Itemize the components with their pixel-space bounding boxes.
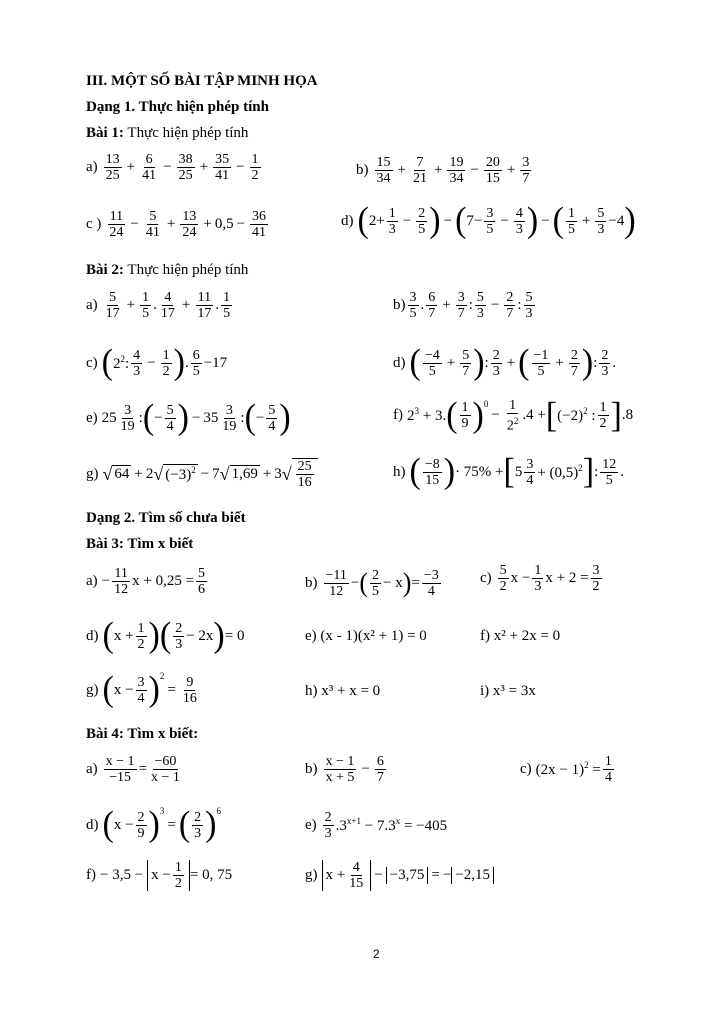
bai2-label: Bài 2: [86,262,124,278]
bai2-heading [86,262,248,279]
section-title: III. MỘT SỐ BÀI TẬP MINH HỌA [86,73,318,89]
bai3-b: b) −11 12 − ( 2 5 − x ) = $\frac{-3}{4}$ [305,567,439,599]
bai2-b: b) 3 5 . 6 7 + $\frac{3}{7}$ : 5 3 − $\frac{2}{7}$ : 5 3 [393,290,533,321]
bai3-a: a) − $\frac{11}{12}$ x + 0,25 = $\frac{5}{6}$ [86,566,206,597]
bai1-a: a) 13 25 + $\frac{6}{41}$ − $\frac{38}{25}$ + $\frac{35}{41}$ − $\frac{1}{2}$ [86,152,259,183]
page-number: 2 [373,947,380,961]
bai4-d: d) ( x − $\frac{2}{9}$ ) $^3$ = ( 2 3 ) $^6$ [86,805,221,844]
bai3-e: e) (x - 1)(x² + 1) = 0 [305,628,427,644]
bai2-text: Thực hiện phép tính [123,262,249,278]
bai3-i: i) x³ = 3x [480,683,536,699]
bai3-heading: Bài 3: Tìm x biết [86,536,194,552]
bai2-d: d) ( −4 5 + $\frac{5}{7}$ ) : 2 3 + ( −1 5 + $\frac{2}{7}$ ) : 2 3 . [393,343,617,382]
bai2-c: c) ( $2^2$: 4 3 − $\frac{1}{2}$ ) . 6 5 −17 [86,343,228,382]
bai4-f: f) − 3,5 − x − $\frac{1}{2}$ = 0, 75 [86,860,233,891]
bai1-label: Bài 1: [86,125,124,141]
bai2-f: f) $2^3 + 3$. ( 1 9 ) $^0$ − $\frac{1}{2^2}$ .4 + [ $(-2)^2$ : 1 2 ] .8 [393,395,634,435]
bai4-g: g) x + $\frac{4}{15}$ − −3,75 = − −2,15 [305,860,494,891]
bai3-c: c) 5 2 x − $\frac{1}{3}$ x + 2 = $\frac{3}{2}$ [480,563,600,594]
bai1-d: d) ( 2+ $\frac{1}{3}$ − $\frac{2}{5}$ ) − ( 7− $\frac{3}{5}$ − $\frac{4}{3}$ ) − ( 1 5 + $\frac{5}{3}$ −4 ) [341,201,636,240]
bai2-h: h) ( −8 15 ) · 75% + [ 5 3 4 + $(0,5)^2$ ] : 12 5 . [393,452,625,491]
bai3-g: g) ( x − $\frac{3}{4}$ ) $^2$ = $\frac{9}{16}$ [86,670,197,709]
bai1-b: b) 15 34 + $\frac{7}{21}$ + $\frac{19}{34}$ − $\frac{20}{15}$ + $\frac{3}{7}$ [356,155,530,186]
bai4-c: c) $(2x - 1)^2$ = $\frac{1}{4}$ [520,754,612,785]
bai3-d: d) ( x + $\frac{1}{2}$ ) ( 2 3 − 2x ) = 0 [86,616,245,655]
bai3-h: h) x³ + x = 0 [305,683,381,699]
bai4-b: b) x − 1 x + 5 − $\frac{6}{7}$ [305,754,384,785]
dang2-heading: Dạng 2. Tìm số chưa biết [86,510,246,526]
bai1-heading [86,125,248,142]
bai4-e: e) 2 3 $.3^{x+1} - 7.3^x = -405$ [305,810,448,841]
bai1-c: c ) 11 24 − $\frac{5}{41}$ + $\frac{13}{24}$ + 0,5 − $\frac{36}{41}$ [86,209,267,240]
bai1-text: Thực hiện phép tính [123,125,249,141]
bai4-a: a) $\frac{x - 1}{-15}$ = $\frac{-60}{x - 1}$ [86,754,180,785]
bai2-g: g) √ 64 + 2 √ $(-3)^2$ − 7 √ 1,69 + 3 √ $\frac{25}{16}$ [86,458,318,490]
dang1-heading: Dạng 1. Thực hiện phép tính [86,99,269,115]
bai3-f: f) x² + 2x = 0 [480,628,561,644]
bai2-a: a) 5 17 + $\frac{1}{5}$ . 4 17 + $\frac{11}{17}$ . 1 5 [86,290,231,321]
bai4-heading: Bài 4: Tìm x biết: [86,726,199,742]
bai2-e: e) 25 3 19 : ( − $\frac{5}{4}$ ) − 35 3 19 : ( − $\frac{5}{4}$ ) [86,398,291,437]
